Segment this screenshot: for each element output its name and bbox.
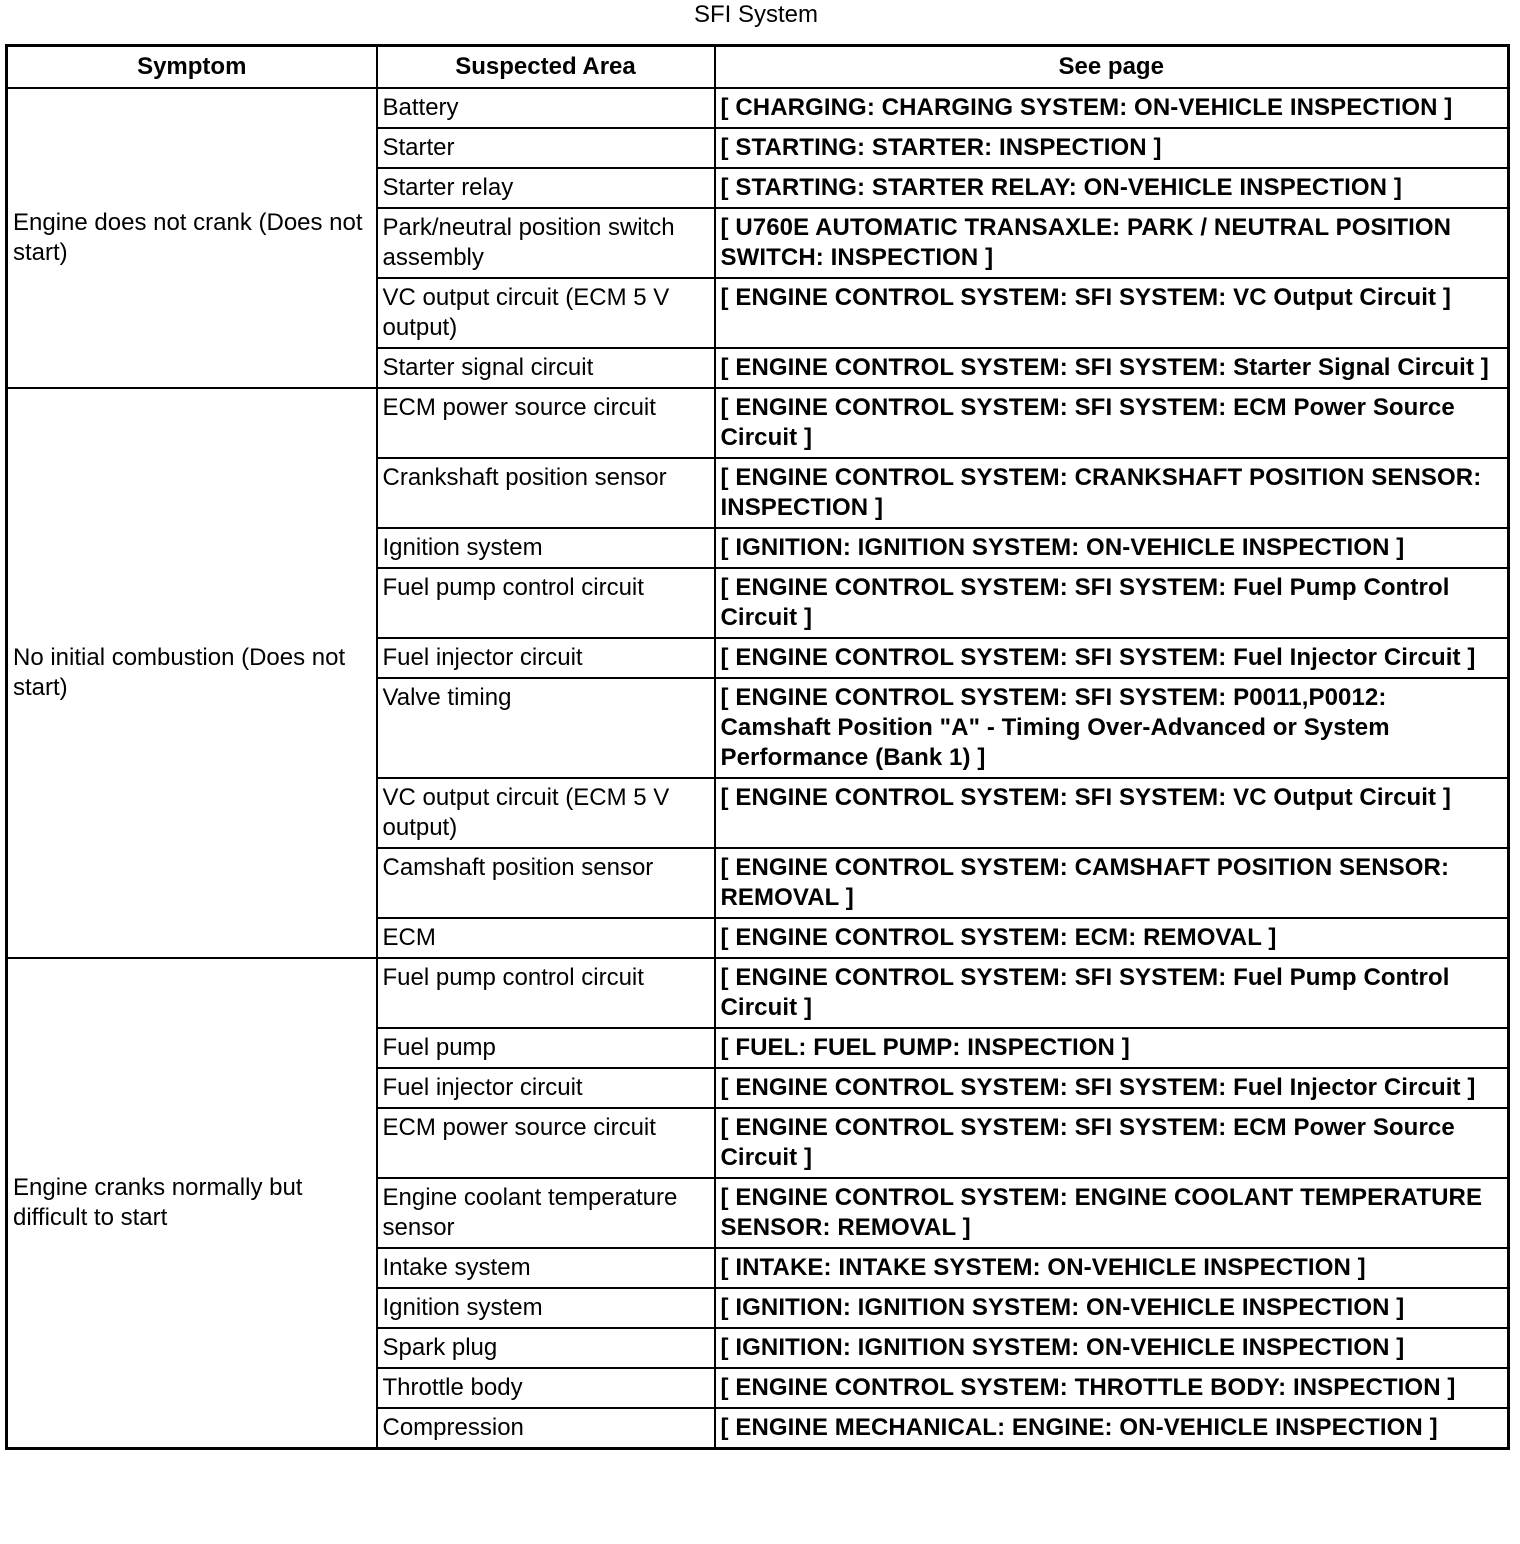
header-suspected-area: Suspected Area [377, 46, 715, 89]
suspected-area-cell: Fuel pump control circuit [377, 958, 715, 1028]
suspected-area-cell: Valve timing [377, 678, 715, 778]
see-page-cell: [ IGNITION: IGNITION SYSTEM: ON-VEHICLE INSPECTION ] [715, 1288, 1509, 1328]
see-page-cell: [ STARTING: STARTER RELAY: ON-VEHICLE INSPECTION ] [715, 168, 1509, 208]
see-page-cell: [ ENGINE CONTROL SYSTEM: CAMSHAFT POSITION SENSOR: REMOVAL ] [715, 848, 1509, 918]
table-row [7, 388, 1509, 458]
suspected-area-cell: VC output circuit (ECM 5 V output) [377, 278, 715, 348]
see-page-cell: [ IGNITION: IGNITION SYSTEM: ON-VEHICLE INSPECTION ] [715, 528, 1509, 568]
suspected-area-cell: Intake system [377, 1248, 715, 1288]
see-page-cell: [ ENGINE CONTROL SYSTEM: SFI SYSTEM: Fuel Pump Control Circuit ] [715, 568, 1509, 638]
table-row [7, 88, 1509, 128]
suspected-area-cell: Fuel injector circuit [377, 638, 715, 678]
suspected-area-cell: Crankshaft position sensor [377, 458, 715, 528]
see-page-cell: [ STARTING: STARTER: INSPECTION ] [715, 128, 1509, 168]
suspected-area-cell: ECM [377, 918, 715, 958]
suspected-area-cell: Camshaft position sensor [377, 848, 715, 918]
see-page-cell: [ ENGINE CONTROL SYSTEM: THROTTLE BODY: INSPECTION ] [715, 1368, 1509, 1408]
header-see-page: See page [715, 46, 1509, 89]
suspected-area-cell: Engine coolant temperature sensor [377, 1178, 715, 1248]
see-page-cell: [ ENGINE CONTROL SYSTEM: SFI SYSTEM: Fuel Pump Control Circuit ] [715, 958, 1509, 1028]
suspected-area-cell: Spark plug [377, 1328, 715, 1368]
see-page-cell: [ ENGINE CONTROL SYSTEM: SFI SYSTEM: P0011,P0012: Camshaft Position "A" - Timing Over-Advanced or System Performance (Bank 1) ] [715, 678, 1509, 778]
see-page-cell: [ ENGINE MECHANICAL: ENGINE: ON-VEHICLE INSPECTION ] [715, 1408, 1509, 1449]
see-page-cell: [ ENGINE CONTROL SYSTEM: SFI SYSTEM: Starter Signal Circuit ] [715, 348, 1509, 388]
header-row [7, 46, 1509, 89]
suspected-area-cell: Fuel pump [377, 1028, 715, 1068]
suspected-area-cell: VC output circuit (ECM 5 V output) [377, 778, 715, 848]
suspected-area-cell: ECM power source circuit [377, 1108, 715, 1178]
see-page-cell: [ ENGINE CONTROL SYSTEM: SFI SYSTEM: Fuel Injector Circuit ] [715, 1068, 1509, 1108]
see-page-cell: [ ENGINE CONTROL SYSTEM: CRANKSHAFT POSITION SENSOR: INSPECTION ] [715, 458, 1509, 528]
suspected-area-cell: Battery [377, 88, 715, 128]
see-page-cell: [ ENGINE CONTROL SYSTEM: SFI SYSTEM: Fuel Injector Circuit ] [715, 638, 1509, 678]
see-page-cell: [ ENGINE CONTROL SYSTEM: SFI SYSTEM: ECM Power Source Circuit ] [715, 388, 1509, 458]
suspected-area-cell: Starter signal circuit [377, 348, 715, 388]
page-title: SFI System [693, 1, 819, 28]
see-page-cell: [ ENGINE CONTROL SYSTEM: ECM: REMOVAL ] [715, 918, 1509, 958]
suspected-area-cell: Ignition system [377, 1288, 715, 1328]
suspected-area-cell: Park/neutral position switch assembly [377, 208, 715, 278]
suspected-area-cell: Starter [377, 128, 715, 168]
header-symptom: Symptom [7, 46, 377, 89]
see-page-cell: [ ENGINE CONTROL SYSTEM: SFI SYSTEM: ECM Power Source Circuit ] [715, 1108, 1509, 1178]
see-page-cell: [ FUEL: FUEL PUMP: INSPECTION ] [715, 1028, 1509, 1068]
symptom-cell: Engine does not crank (Does not start) [7, 88, 377, 388]
symptom-table [5, 44, 1510, 1450]
see-page-cell: [ ENGINE CONTROL SYSTEM: SFI SYSTEM: VC Output Circuit ] [715, 778, 1509, 848]
symptom-cell: No initial combustion (Does not start) [7, 388, 377, 958]
suspected-area-cell: Fuel injector circuit [377, 1068, 715, 1108]
suspected-area-cell: Starter relay [377, 168, 715, 208]
see-page-cell: [ IGNITION: IGNITION SYSTEM: ON-VEHICLE INSPECTION ] [715, 1328, 1509, 1368]
see-page-cell: [ CHARGING: CHARGING SYSTEM: ON-VEHICLE INSPECTION ] [715, 88, 1509, 128]
suspected-area-cell: Throttle body [377, 1368, 715, 1408]
table-row [7, 958, 1509, 1028]
see-page-cell: [ ENGINE CONTROL SYSTEM: SFI SYSTEM: VC Output Circuit ] [715, 278, 1509, 348]
suspected-area-cell: Fuel pump control circuit [377, 568, 715, 638]
suspected-area-cell: Compression [377, 1408, 715, 1449]
suspected-area-cell: ECM power source circuit [377, 388, 715, 458]
see-page-cell: [ ENGINE CONTROL SYSTEM: ENGINE COOLANT TEMPERATURE SENSOR: REMOVAL ] [715, 1178, 1509, 1248]
suspected-area-cell: Ignition system [377, 528, 715, 568]
symptom-cell: Engine cranks normally but difficult to start [7, 958, 377, 1449]
see-page-cell: [ U760E AUTOMATIC TRANSAXLE: PARK / NEUTRAL POSITION SWITCH: INSPECTION ] [715, 208, 1509, 278]
see-page-cell: [ INTAKE: INTAKE SYSTEM: ON-VEHICLE INSPECTION ] [715, 1248, 1509, 1288]
